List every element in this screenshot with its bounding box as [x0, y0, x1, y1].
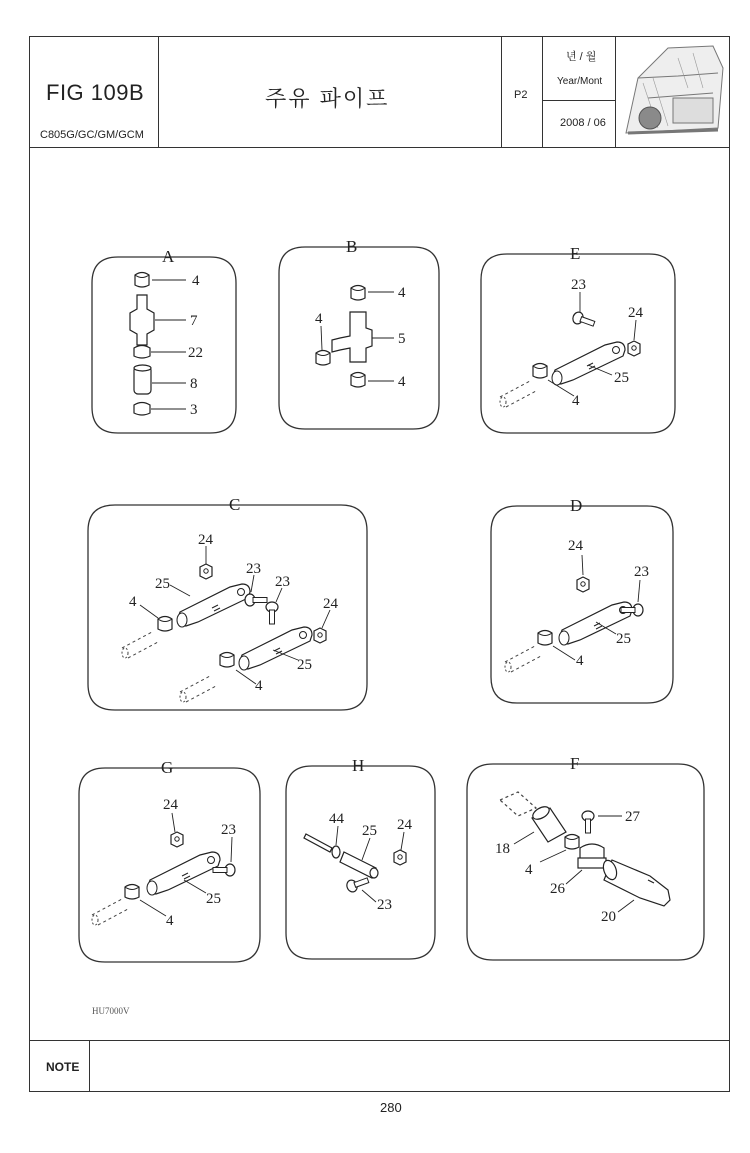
drawing-code: HU7000V [92, 1006, 130, 1016]
callout-label: 25 [297, 657, 312, 673]
callout-label: 44 [329, 811, 344, 827]
callout-label: 18 [495, 841, 510, 857]
callout-label: 4 [129, 594, 137, 610]
callout-label: 4 [192, 273, 200, 289]
year-month-label-kr: 년 / 월 [566, 51, 597, 63]
callout-label: 24 [198, 532, 213, 548]
fig-label: FIG 109B [46, 80, 145, 105]
panel-title-a: A [162, 247, 175, 266]
callout-label: 25 [155, 576, 170, 592]
callout-label: 3 [190, 402, 198, 418]
callout-label: 24 [163, 797, 178, 813]
callout-label: 4 [525, 862, 533, 878]
callout-label: 4 [572, 393, 580, 409]
panel-a-border [92, 257, 236, 433]
callout-label: 20 [601, 909, 616, 925]
callout-label: 7 [190, 313, 198, 329]
callout-label: 25 [206, 891, 221, 907]
page-title: 주유 파이프 [265, 86, 390, 111]
callout-label: 24 [628, 305, 643, 321]
panel-title-b: B [346, 237, 358, 256]
callout-label: 25 [614, 370, 629, 386]
callout-label: 23 [275, 574, 290, 590]
callout-label: 23 [221, 822, 236, 838]
year-month-label-en: Year/Mont [557, 76, 603, 87]
callout-label: 22 [188, 345, 203, 361]
panel-title-g: G [161, 758, 174, 777]
page-code: P2 [514, 89, 528, 101]
panel-title-f: F [570, 754, 580, 773]
model-list: C805G/GC/GM/GCM [40, 129, 144, 141]
panel-title-c: C [229, 495, 241, 514]
callout-label: 23 [377, 897, 392, 913]
panel-title-e: E [570, 244, 581, 263]
callout-label: 24 [323, 596, 338, 612]
panel-title-h: H [352, 756, 365, 775]
callout-label: 8 [190, 376, 198, 392]
page-number: 280 [380, 1100, 402, 1115]
callout-label: 5 [398, 331, 406, 347]
callout-label: 23 [634, 564, 649, 580]
callout-label: 26 [550, 881, 565, 897]
note-label: NOTE [46, 1060, 80, 1074]
callout-label: 27 [625, 809, 640, 825]
issue-date: 2008 / 06 [560, 117, 606, 129]
panel-title-d: D [570, 496, 583, 515]
callout-label: 23 [246, 561, 261, 577]
callout-label: 4 [398, 285, 406, 301]
callout-label: 4 [576, 653, 584, 669]
callout-label: 4 [398, 374, 406, 390]
callout-label: 24 [397, 817, 412, 833]
callout-label: 4 [315, 311, 323, 327]
callout-label: 24 [568, 538, 583, 554]
panel-d-border [491, 506, 673, 703]
callout-label: 25 [616, 631, 631, 647]
callout-label: 25 [362, 823, 377, 839]
callout-label: 4 [255, 678, 263, 694]
callout-label: 23 [571, 277, 586, 293]
callout-label: 4 [166, 913, 174, 929]
